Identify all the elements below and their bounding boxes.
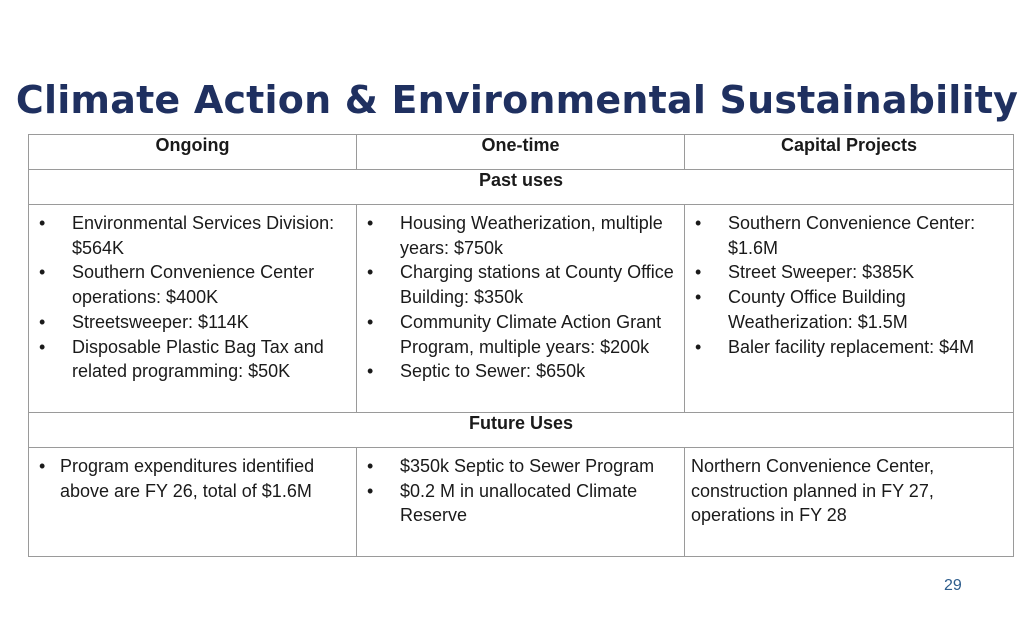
list-item [363, 454, 678, 479]
past-uses-row [29, 205, 1014, 413]
list-item [35, 310, 350, 335]
section-label-future-uses: Future Uses [29, 413, 1014, 448]
bullet-icon: • [695, 287, 702, 308]
section-label-past-uses: Past uses [29, 170, 1014, 205]
future-one-time-cell [357, 448, 685, 557]
past-one-time-cell [357, 205, 685, 413]
list-item-text: Housing Weatherization, multiple years: $750k [400, 213, 663, 258]
list-item-text: Streetsweeper: $114K [72, 311, 249, 332]
past-ongoing-list [35, 211, 350, 384]
list-item [35, 335, 350, 384]
list-item [363, 211, 678, 260]
bullet-icon: • [367, 311, 374, 332]
future-ongoing-cell [29, 448, 357, 557]
past-one-time-list [363, 211, 678, 384]
bullet-icon: • [695, 262, 702, 283]
list-item [363, 479, 678, 528]
bullet-icon: • [367, 361, 374, 382]
list-item [363, 359, 678, 384]
bullet-icon: • [695, 213, 702, 233]
bullet-icon: • [695, 336, 702, 357]
bullet-icon: • [367, 456, 374, 476]
list-item-text: $350k Septic to Sewer Program [400, 456, 655, 476]
section-row-future [29, 413, 1014, 448]
future-uses-row [29, 448, 1014, 557]
list-item [35, 260, 350, 309]
budget-table [28, 134, 1014, 557]
section-row-past [29, 170, 1014, 205]
list-item-text: Disposable Plastic Bag Tax and related programming: $50K [72, 336, 324, 382]
list-item [691, 211, 1007, 260]
list-item-text: County Office Building Weatherization: $1.5M [728, 287, 908, 332]
bullet-icon: • [367, 480, 374, 501]
bullet-icon: • [39, 213, 46, 233]
future-ongoing-list [35, 454, 350, 503]
bullet-icon: • [367, 262, 374, 283]
header-ongoing: Ongoing [29, 135, 357, 170]
list-item-text: Program expenditures identified above are FY 26, total of $1.6M [60, 456, 315, 501]
list-item-text: Community Climate Action Grant Program, multiple years: $200k [400, 311, 662, 357]
bullet-icon: • [39, 336, 46, 357]
future-capital-text: Northern Convenience Center, construction planned in FY 27, operations in FY 28 [691, 456, 935, 526]
past-ongoing-cell [29, 205, 357, 413]
past-capital-list [691, 211, 1007, 359]
list-item [691, 335, 1007, 360]
bullet-icon: • [39, 311, 46, 332]
list-item-text: Septic to Sewer: $650k [400, 361, 586, 382]
list-item [363, 260, 678, 309]
list-item-text: Southern Convenience Center: $1.6M [728, 213, 976, 258]
list-item [691, 285, 1007, 334]
bullet-icon: • [39, 262, 46, 283]
header-row [29, 135, 1014, 170]
list-item-text: Southern Convenience Center operations: $400K [72, 262, 315, 308]
list-item [363, 310, 678, 359]
page-number: 29 [944, 577, 962, 594]
header-one-time: One-time [357, 135, 685, 170]
future-capital-cell [685, 448, 1014, 557]
list-item-text: Street Sweeper: $385K [728, 262, 915, 283]
past-capital-cell [685, 205, 1014, 413]
slide-title: Climate Action & Environmental Sustainability [15, 78, 1019, 122]
bullet-icon: • [367, 213, 374, 233]
list-item-text: $0.2 M in unallocated Climate Reserve [400, 480, 638, 526]
bullet-icon: • [39, 456, 46, 476]
list-item [691, 260, 1007, 285]
list-item-text: Baler facility replacement: $4M [728, 336, 975, 357]
list-item [35, 454, 350, 503]
header-capital-projects: Capital Projects [685, 135, 1014, 170]
list-item-text: Environmental Services Division: $564K [72, 213, 335, 258]
future-one-time-list [363, 454, 678, 528]
list-item-text: Charging stations at County Office Building: $350k [400, 262, 674, 308]
list-item [35, 211, 350, 260]
